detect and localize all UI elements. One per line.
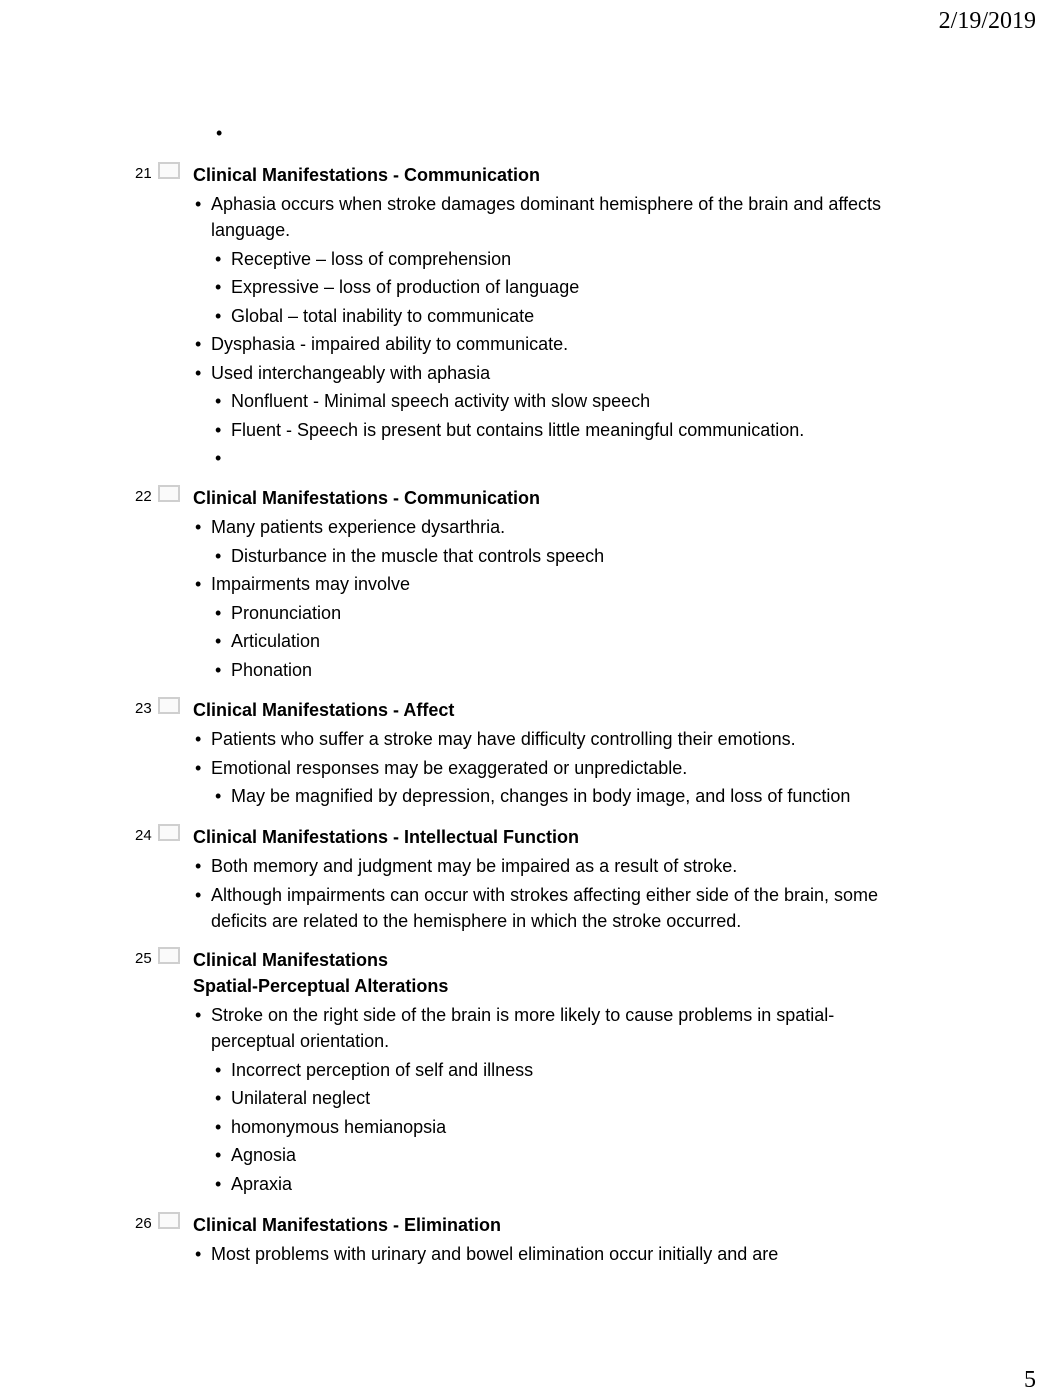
bullet-item: • Stroke on the right side of the brain is more likely to cause problems in spatial-perceptual orientation. xyxy=(193,1002,913,1054)
slide-title-line-1: Clinical Manifestations xyxy=(193,950,389,970)
continued-bullet: • xyxy=(216,123,223,143)
slide-thumbnail[interactable] xyxy=(158,697,180,714)
slide-number: 25 xyxy=(135,950,152,967)
bullet-list xyxy=(193,1002,913,1199)
slide-title xyxy=(193,947,448,999)
sub-bullet-item: • Agnosia xyxy=(213,1142,913,1168)
page-number: 5 xyxy=(1024,1367,1036,1393)
slide-thumbnail[interactable] xyxy=(158,485,180,502)
sub-bullet-item: • Disturbance in the muscle that controls speech xyxy=(213,543,913,569)
slide-title-line-2: Spatial-Perceptual Alterations xyxy=(193,976,449,996)
sub-bullet-item: • May be magnified by depression, changes in body image, and loss of function xyxy=(213,783,913,809)
bullet-item: • Patients who suffer a stroke may have difficulty controlling their emotions. xyxy=(193,726,913,752)
sub-bullet-item: • Apraxia xyxy=(213,1171,913,1197)
sub-bullet-item: • Receptive – loss of comprehension xyxy=(213,246,913,272)
sub-bullet-item: • Pronunciation xyxy=(213,600,913,626)
bullet-item: • Aphasia occurs when stroke damages dominant hemisphere of the brain and affects language. xyxy=(193,191,913,243)
slide-title: Clinical Manifestations - Communication xyxy=(193,165,541,185)
slide-thumbnail[interactable] xyxy=(158,947,180,964)
slide-thumbnail[interactable] xyxy=(158,824,180,841)
bullet-item: • Many patients experience dysarthria. xyxy=(193,514,913,540)
slide-number: 22 xyxy=(135,488,152,505)
bullet-item: • Both memory and judgment may be impaired as a result of stroke. xyxy=(193,853,913,879)
bullet-item: • Although impairments can occur with strokes affecting either side of the brain, some deficits are related to the hemisphere in which the stroke occurred. xyxy=(193,882,913,934)
slide-number: 23 xyxy=(135,700,152,717)
bullet-item: • Impairments may involve xyxy=(193,571,913,597)
slide-title: Clinical Manifestations - Communication xyxy=(193,488,541,508)
sub-bullet-item: • homonymous hemianopsia xyxy=(213,1114,913,1140)
page-date: 2/19/2019 xyxy=(938,8,1036,34)
sub-bullet-item: • Expressive – loss of production of language xyxy=(213,274,913,300)
slide-number: 24 xyxy=(135,827,152,844)
sub-bullet-item: • Global – total inability to communicate xyxy=(213,303,913,329)
bullet-item: • Dysphasia - impaired ability to communicate. xyxy=(193,331,913,357)
bullet-list xyxy=(193,191,913,445)
sub-bullet-item: • Fluent - Speech is present but contains little meaningful communication. xyxy=(213,417,913,443)
bullet-item: • Emotional responses may be exaggerated or unpredictable. xyxy=(193,755,913,781)
sub-bullet-item: • Incorrect perception of self and illness xyxy=(213,1057,913,1083)
bullet-list xyxy=(193,1241,913,1270)
slide-number: 26 xyxy=(135,1215,152,1232)
slide-thumbnail[interactable] xyxy=(158,162,180,179)
bullet-item: • Most problems with urinary and bowel elimination occur initially and are xyxy=(193,1241,913,1267)
sub-bullet-item: • Phonation xyxy=(213,657,913,683)
bullet-list xyxy=(193,726,913,812)
bullet-list xyxy=(193,853,913,936)
bullet-item: • Used interchangeably with aphasia xyxy=(193,360,913,386)
slide-title: Clinical Manifestations - Affect xyxy=(193,700,455,720)
slide-thumbnail[interactable] xyxy=(158,1212,180,1229)
slide-number: 21 xyxy=(135,165,152,182)
sub-bullet-item: • Nonfluent - Minimal speech activity with slow speech xyxy=(213,388,913,414)
sub-bullet-item: • Articulation xyxy=(213,628,913,654)
bullet-list xyxy=(193,514,913,685)
slide-title: Clinical Manifestations - Intellectual Function xyxy=(193,827,580,847)
sub-bullet-item: • Unilateral neglect xyxy=(213,1085,913,1111)
slide-title: Clinical Manifestations - Elimination xyxy=(193,1215,502,1235)
